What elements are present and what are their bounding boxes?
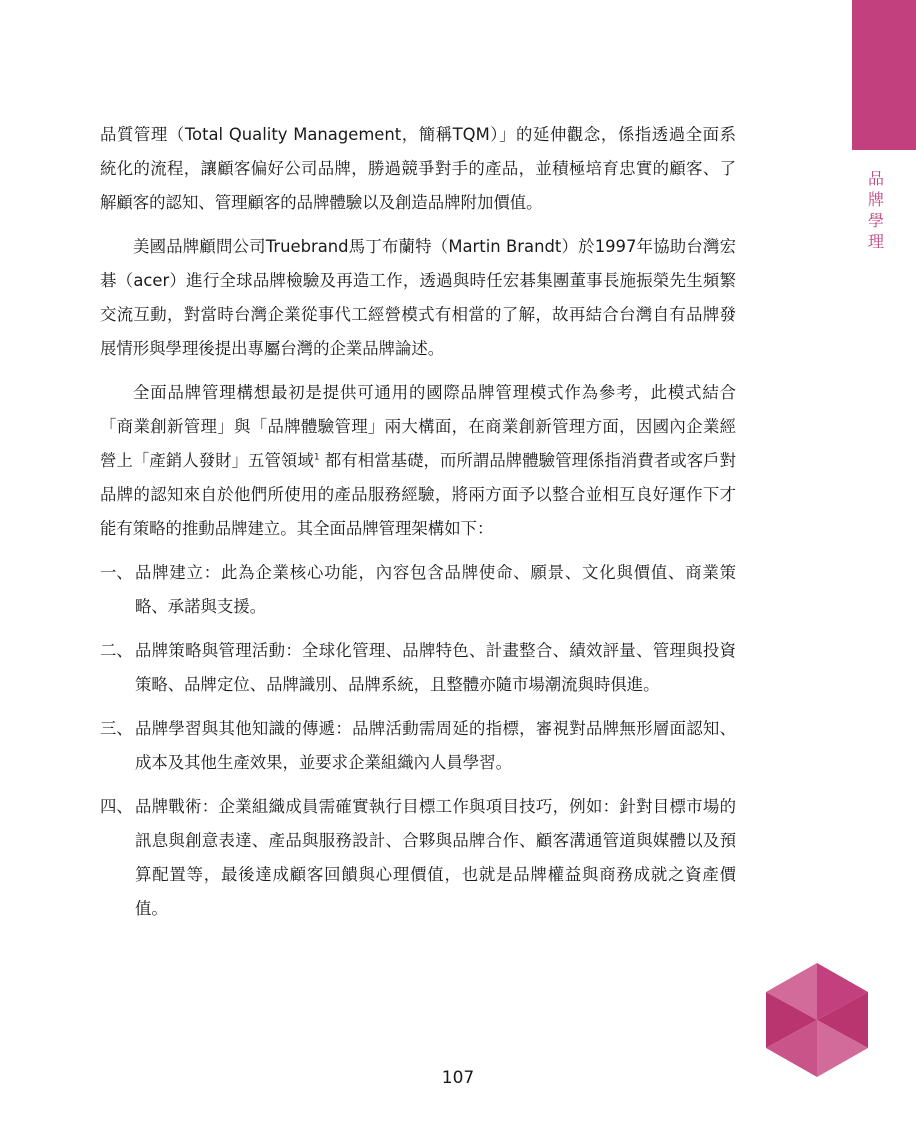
list-marker: 二、: [100, 641, 133, 660]
decorative-cube-icon: [766, 963, 868, 1077]
paragraph-1: 品質管理（Total Quality Management，簡稱TQM）」的延伸觀念，係指透過全面系統化的流程，讓顧客偏好公司品牌，勝過競爭對手的產品，並積極培育忠實的顧客、了解顧客的認知、管理顧客的品牌體驗以及創造品牌附加價值。: [100, 125, 736, 212]
footnote-marker: 1: [313, 452, 320, 463]
list-item-4: [100, 790, 736, 926]
list-marker: 四、: [100, 797, 133, 816]
list-item-text: 品牌策略與管理活動：全球化管理、品牌特色、計畫整合、績效評量、管理與投資策略、品牌定位、品牌識別、品牌系統，且整體亦隨市場潮流與時俱進。: [135, 641, 736, 694]
list-item-text: 品牌建立：此為企業核心功能，內容包含品牌使命、願景、文化與價值、商業策略、承諾與支援。: [135, 563, 736, 616]
list-item-text: 品牌學習與其他知識的傳遞：品牌活動需周延的指標，審視對品牌無形層面認知、成本及其他生產效果，並要求企業組織內人員學習。: [135, 719, 736, 772]
list-item-text: 品牌戰術：企業組織成員需確實執行目標工作與項目技巧，例如：針對目標市場的訊息與創意表達、產品與服務設計、合夥與品牌合作、顧客溝通管道與媒體以及預算配置等，最後達成顧客回饋與心理價值，也就是品牌權益與商務成就之資產價值。: [135, 797, 736, 918]
chapter-label: 品牌學理: [867, 169, 884, 251]
list-item-2: [100, 634, 736, 702]
paragraph-3-part-1: 全面品牌管理構想最初是提供可通用的國際品牌管理模式作為參考，此模式結合「商業創新管理」與「品牌體驗管理」兩大構面，在商業創新管理方面，因國內企業經營上「產銷人發財」五管領域: [100, 383, 736, 470]
list-marker: 一、: [100, 563, 133, 582]
paragraph-3: [100, 376, 736, 546]
list-marker: 三、: [100, 719, 133, 738]
list-item-3: [100, 712, 736, 780]
list-item-1: [100, 556, 736, 624]
page-number: 107: [441, 1068, 475, 1088]
paragraph-3-part-2: 都有相當基礎，而所謂品牌體驗管理係指消費者或客戶對品牌的認知來自於他們所使用的產品服務經驗，將兩方面予以整合並相互良好運作下才能有策略的推動品牌建立。其全面品牌管理架構如下：: [100, 451, 737, 538]
paragraph-2: 美國品牌顧問公司Truebrand馬丁布蘭特（Martin Brandt）於1997年協助台灣宏碁（acer）進行全球品牌檢驗及再造工作，透過與時任宏碁集團董事長施振榮先生頻繁交流互動，對當時台灣企業從事代工經營模式有相當的了解，故再結合台灣自有品牌發展情形與學理後提出專屬台灣的企業品牌論述。: [100, 237, 736, 358]
chapter-tab: [852, 0, 916, 150]
body-text: [100, 118, 736, 936]
